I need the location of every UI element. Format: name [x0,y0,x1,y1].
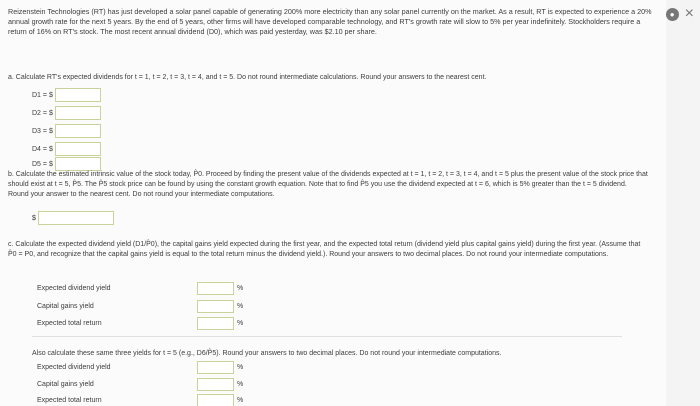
c-total-return-unit: % [237,320,244,327]
d2-label: D2 = [32,109,47,117]
problem-intro: Reizenstein Technologies (RT) has just developed a solar panel capable of generating 200% more electricity than any solar panel currently on the market. As a result, RT is expected to experience a 20% annual growth rate for the next 5 years. By the end of 5 years, other firms will have developed comparable technology, and RT's growth rate will slow to 5% per year indefinitely. Stockholders require a return of 16% on RT's stock. The most recent annual dividend (D0), which was paid yesterday, was $2.10 per share. [8,7,652,36]
d3-label: D3 = [32,127,47,135]
c-dividend-yield-unit: % [237,285,244,292]
d5-input[interactable] [55,157,101,171]
d4-input[interactable] [55,142,101,156]
part-c-question: c. Calculate the expected dividend yield (D1/P̂0), the capital gains yield expected during the first year, and the expected total return (dividend yield plus capital gains yield) during the first year. (Assume that P̂0 = P0, and recognize that the capital gains yield is equal to the total return minus the dividend yield.). Round your answers to two decimal places. Do not round your intermediate computations. [8,241,641,258]
c-dividend-yield-input[interactable] [197,282,234,295]
t5-capital-gains-row [37,378,247,391]
d1-input[interactable] [55,88,101,102]
d3-row [32,124,101,138]
c-capital-gains-input[interactable] [197,300,234,313]
part-b-question: b. Calculate the estimated intrinsic value of the stock today, P̂0. Proceed by finding the present value of the dividends expected at t = 1, t = 2, t = 3, t = 4, and t = 5 plus the present value of the stock price that should exist at t = 5, P̂5. The P̂5 stock price can be found by using the constant growth equation. Note that to find P̂5 you use the dividend expected at t = 6, which is 5% greater than the t = 5 dividend. Round your answer to the nearest cent. Do not round your intermediate computations. [8,171,648,198]
t5-dividend-yield-row [37,361,247,374]
section-divider [32,336,622,337]
t5-capital-gains-input[interactable] [197,378,234,391]
close-icon[interactable]: × [684,5,694,22]
t5-total-return-input[interactable] [197,394,234,406]
d1-currency: $ [48,91,53,99]
window-controls [666,7,694,21]
t5-dividend-yield-unit: % [237,364,244,371]
d4-currency: $ [48,145,53,153]
c-total-return-input[interactable] [197,317,234,330]
d4-label: D4 = [32,145,47,153]
intrinsic-value-row [32,211,114,225]
t5-dividend-yield-label: Expected dividend yield [37,364,111,371]
d2-row [32,106,101,120]
c-total-return-row [37,317,247,330]
t5-yields-question: Also calculate these same three yields for t = 5 (e.g., D6/P̂5). Round your answers to two decimal places. Do not round your intermediate computations. [32,350,502,357]
d4-row [32,142,101,156]
d5-currency: $ [48,160,53,168]
c-total-return-label: Expected total return [37,320,102,327]
t5-total-return-unit: % [237,397,244,404]
c-dividend-yield-row [37,282,247,295]
d2-input[interactable] [55,106,101,120]
c-capital-gains-label: Capital gains yield [37,303,94,310]
d2-currency: $ [48,109,53,117]
intrinsic-value-input[interactable] [38,211,114,225]
c-capital-gains-unit: % [237,303,244,310]
intrinsic-value-currency: $ [32,214,36,222]
t5-total-return-label: Expected total return [37,397,102,404]
c-capital-gains-row [37,300,247,313]
d1-row [32,88,101,102]
info-icon[interactable]: ● [666,8,679,21]
t5-capital-gains-unit: % [237,381,244,388]
t5-dividend-yield-input[interactable] [197,361,234,374]
t5-capital-gains-label: Capital gains yield [37,381,94,388]
part-a-question: a. Calculate RT's expected dividends for t = 1, t = 2, t = 3, t = 4, and t = 5. Do not round intermediate calculations. Round your answers to the nearest cent. [8,74,487,81]
d5-row [32,157,101,171]
t5-total-return-row [37,394,247,406]
d5-label: D5 = [32,160,47,168]
d3-currency: $ [48,127,53,135]
d1-label: D1 = [32,91,47,99]
d3-input[interactable] [55,124,101,138]
c-dividend-yield-label: Expected dividend yield [37,285,111,292]
